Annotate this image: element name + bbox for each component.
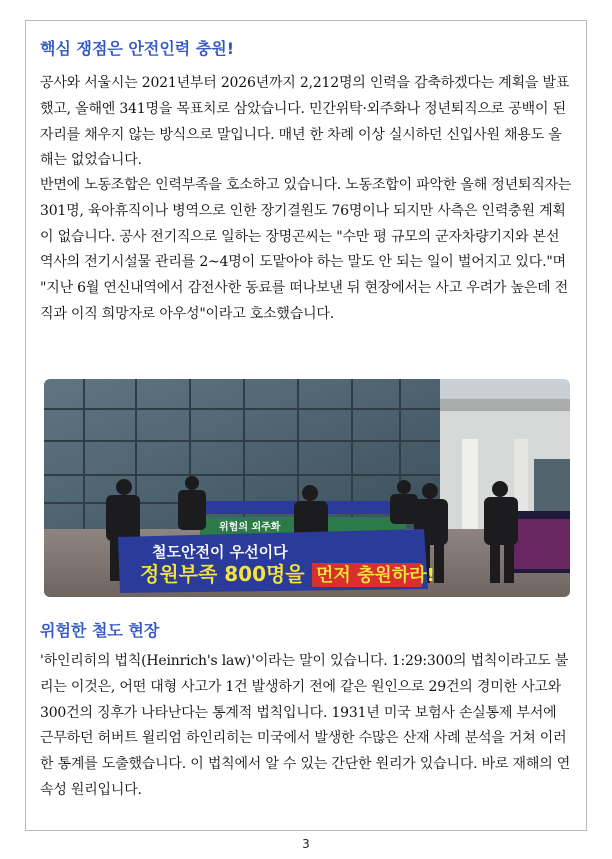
protest-photo (44, 379, 570, 597)
section-heading-safety-staffing: 핵심 쟁점은 안전인력 충원! (40, 39, 235, 58)
page-number: 3 (302, 837, 310, 851)
paragraph-heinrich-law: '하인리히의 법칙(Heinrich's law)'이라는 말이 있습니다. 1:29:300의 법칙이라고도 불리는 이것은, 어떤 대형 사고가 1건 발생하기 전에 같은 원인으로 29건의 경미한 사고와 300건의 징후가 나타난다는 통계적 법칙입니다. 1931년 미국 보험사 손실통제 부서에 근무하던 허버트 윌리엄 하인리히는 미국에서 발생한 수많은 산재 사례 분석을 거쳐 이러한 통계를 도출했습니다. 이 법칙에서 알 수 있는 간단한 원리가 있습니다. 바로 재해의 연속성 원리입니다. (40, 653, 571, 798)
back-banner-label: 위험의 외주화 (219, 522, 281, 533)
paragraph-union-complaint: 반면에 노동조합은 인력부족을 호소하고 있습니다. 노동조합이 파악한 올해 정년퇴직자는 301명, 육아휴직이나 병역으로 인한 장기결원도 76명이나 되지만 사측은 인력충원 계획이 없습니다. 공사 전기직으로 일하는 장명곤씨는 "수만 평 규모의 군자차량기지와 본선 역사의 전기시설물 관리를 2~4명이 도맡아야 하는 말도 안 되는 일이 벌어지고 있다."며 "지난 6월 연신내역에서 감전사한 동료를 떠나보낸 뒤 현장에서는 사고 우려가 높은데 전직과 이직 희망자로 아우성"이라고 호소했습니다. (40, 177, 572, 322)
banner-line-2a: 정원부족 800명을 (140, 562, 305, 586)
banner-line-1: 철도안전이 우선이다 (152, 543, 288, 561)
section-heading-railway-danger: 위험한 철도 현장 (40, 621, 160, 640)
banner-line-2b: 먼저 충원하라! (316, 565, 435, 586)
front-banner (118, 529, 435, 593)
paragraph-workforce-cut: 공사와 서울시는 2021년부터 2026년까지 2,212명의 인력을 감축하겠다는 계획을 발표했고, 올해엔 341명을 목표치로 삼았습니다. 민간위탁·외주화나 정년퇴직으로 공백이 된 자리를 채우지 않는 방식으로 말입니다. 매년 한 차례 이상 실시하던 신입사원 채용도 올해는 없었습니다. (40, 75, 570, 169)
